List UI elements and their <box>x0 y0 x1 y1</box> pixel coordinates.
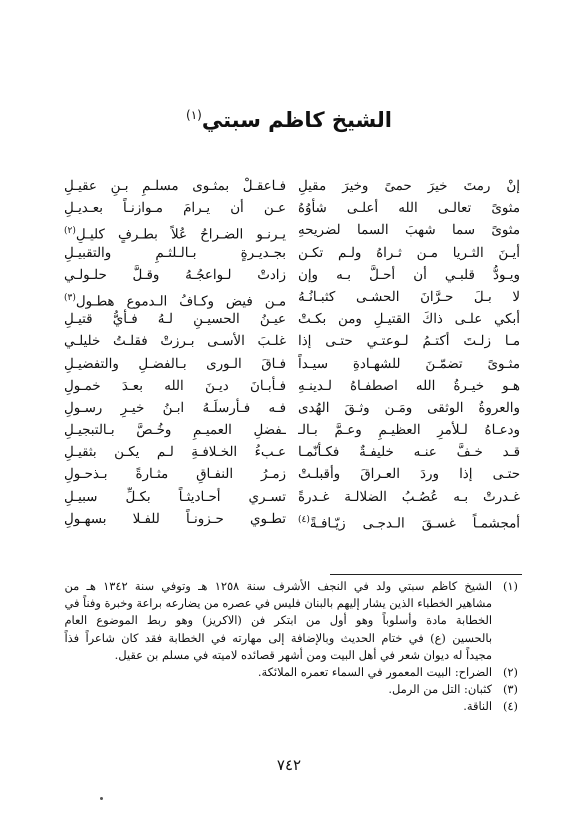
verse-second-hemistich <box>64 354 286 376</box>
verse-second-hemistich <box>64 309 286 331</box>
footnote-item <box>66 664 518 681</box>
verse-text: فـه فـأرسلَـهُ ابـنُ خيـرِ رسـولِ <box>64 400 286 416</box>
title-footnote-mark: (١) <box>186 108 202 122</box>
footnote-item <box>66 681 518 698</box>
verse-text: مـن فيضِ وكـافُ الـدموعِ هطـولِ <box>75 294 286 310</box>
verse-first-hemistich: أيـنَ الثـريا مـن ثـراهُ ولـم تكـن <box>298 245 520 261</box>
verse-first-hemistich: مثوىً تعالـى الله أعلـى شأوُهُ <box>298 201 520 217</box>
verse-second-hemistich <box>64 220 286 242</box>
footnote-line: الناقة. <box>463 699 492 714</box>
verse-first-hemistich: مثوىً سما شهبَ السما لضريحهِ <box>298 223 520 239</box>
verse-text: فـأبـانَ ديـنَ الله بعـدَ خمـولِ <box>64 378 286 394</box>
verse-first-hemistich: حتـى إذا وردَ العـراقَ وأقبلـتْ <box>298 467 520 483</box>
footnote-text <box>66 698 492 715</box>
verse-first-hemistich: مثـوىً تضمّـنَ للشهـادةِ سيـداً <box>298 356 520 372</box>
verse-second-hemistich <box>64 176 286 198</box>
verse-text: زادتْ لـواعجُـهُ وقـلَّ حلـولـي <box>64 267 286 283</box>
verse-text: فـاقَ الـورى بـالفضـلِ والتفضيـلِ <box>64 356 286 372</box>
verse-first-hemistich: إنْ رمتَ خيرَ حمىً وخيرَ مقيلِ <box>298 179 520 194</box>
verse-first-hemistich: قـد خـفَّ عنـه خليفـةٌ فكـأنّمـا <box>298 445 520 461</box>
footnote-mark: (٢) <box>64 226 76 237</box>
footnote-item <box>66 698 518 715</box>
verse-second-hemistich <box>64 420 286 442</box>
verse-first-hemistich: لا بـلَ حـرَّانَ الحشـى كثبـانُـهُ <box>298 289 520 305</box>
verse-second-hemistich <box>64 464 286 486</box>
footnote-text <box>66 681 492 698</box>
verse-text: ـفضلِ العميـمِ وخُـصَّ بـالتبجيـلِ <box>64 423 286 439</box>
footnote-number: (٣) <box>502 682 518 697</box>
verse-first-hemistich: مـا زلـتَ أكتـمُ لـوعتـي حتـى إذا <box>298 334 520 350</box>
footnote-line: الشيخ كاظم سبتي ولد في النجف الأشرف سنة ١٢٥٨ هـ وتوفي سنة ١٣٤٢ هـ من <box>64 579 492 593</box>
poem-title <box>0 108 578 132</box>
verses-right-column <box>298 176 520 531</box>
verse-second-hemistich <box>64 442 286 464</box>
verse-text: تسـري أحـاديثـاً بكـلِّ سبيـلِ <box>64 489 286 505</box>
footnote-number: (٤) <box>502 699 518 714</box>
footnote-item <box>66 578 518 664</box>
footnote-text <box>66 664 492 681</box>
verse-second-hemistich <box>64 331 286 353</box>
footnotes <box>66 578 518 716</box>
footnote-line: مجيداً له ديوان شعر في أهل البيت ومن أشهر قصائده لاميته في مسلم بن عقيل. <box>114 647 492 662</box>
verse-second-hemistich <box>64 398 286 420</box>
footnote-separator <box>330 574 522 575</box>
verse-first-hemistich: هـو خيـرةُ الله اصطفـاهُ لـدينـهِ <box>298 378 520 394</box>
verse-second-hemistich <box>64 265 286 287</box>
verse-second-hemistich <box>64 487 286 509</box>
footnote-text <box>64 578 492 664</box>
verse-text: يـرنـو الضـراحُ عُلاً بطـرفٍ كليـلِ <box>75 227 286 243</box>
footnote-mark: (٤) <box>298 514 310 525</box>
verse-text: عـن أن يـرامَ مـوازنـاً بعـديـلِ <box>64 201 286 217</box>
footnote-number: (٢) <box>502 664 518 679</box>
verse-second-hemistich <box>64 376 286 398</box>
verse-second-hemistich <box>64 243 286 265</box>
print-speck <box>100 797 103 800</box>
verse-text: فـاعقـلْ بمثـوى مسلـمِ بـنِ عقيـلِ <box>64 179 286 194</box>
verse-first-hemistich: ودعـاهُ لـلأمرِ العظيـمِ وعـمَّ بـالـ <box>298 423 520 439</box>
verse-text: بجـديـرةٍ بـالـلثـمِ والتقبيـلِ <box>64 245 286 261</box>
verse-second-hemistich <box>64 287 286 309</box>
verse-first-hemistich: والعروةُ الوثقى ومَـن وثـقَ الهُدى <box>298 400 520 416</box>
verse-second-hemistich <box>64 198 286 220</box>
footnote-line: الضراح: البيت المعمور في السماء تعمره الملائكة. <box>257 664 492 679</box>
verse-first-hemistich <box>298 509 520 531</box>
verse-first-hemistich: أبكي علـى ذاكَ القتيـلِ ومن بكـتْ <box>298 312 520 328</box>
footnote-line: بالحسين (ع) في ختام الحديث وبالإضافة إلى مهارته في الخطابة فقد كان شاعراً فذاً <box>64 630 492 645</box>
verse-text: تطـوي حـزونـاً للفـلا بسهـولِ <box>64 511 286 527</box>
footnote-number: (١) <box>502 579 518 593</box>
page-number: ٧٤٢ <box>276 756 302 774</box>
verse-first-hemistich: غـدرتْ بـه عُصُـبُ الضلالـة غـدرةً <box>298 489 520 505</box>
verse-text: أمجشمـاً غسـقَ الـدجـى زيّـافـةً <box>309 516 520 531</box>
poem-title-text: الشيخ كاظم سبتي <box>201 108 392 132</box>
footnote-mark: (٣) <box>64 292 76 303</box>
verse-second-hemistich <box>64 509 286 531</box>
verses-left-column <box>64 176 286 531</box>
verse-text: غلـبَ الأسـى بـرزتْ فقلـتُ خليلـي <box>64 334 286 350</box>
verse-text: زمـرُ النفـاقِ مثـارةً بـذحـولِ <box>64 467 286 483</box>
footnote-line: كثبان: التل من الرمل. <box>388 682 492 697</box>
footnote-line: الخطابة مادة وأسلوباً وهو أول من ابتكر فن (الاكريز) وهو ربط الموضوع العام <box>64 613 492 628</box>
footnote-line: مشاهير الخطباء الذين يشار إليهم بالبنان فليس في عصره من يضارعه براعة وخبرة وفناً في <box>64 596 492 611</box>
verse-text: عـبءُ الخـلافـةِ لـم يكـن بثقيـلِ <box>64 445 286 461</box>
verse-text: عيـنُ الحسيـنِ لـهُ فـأيُّ قتيـلِ <box>64 312 286 328</box>
verse-first-hemistich: ويـودُّ قلبـي أن أحـلَّ بـه وإن <box>298 267 520 283</box>
